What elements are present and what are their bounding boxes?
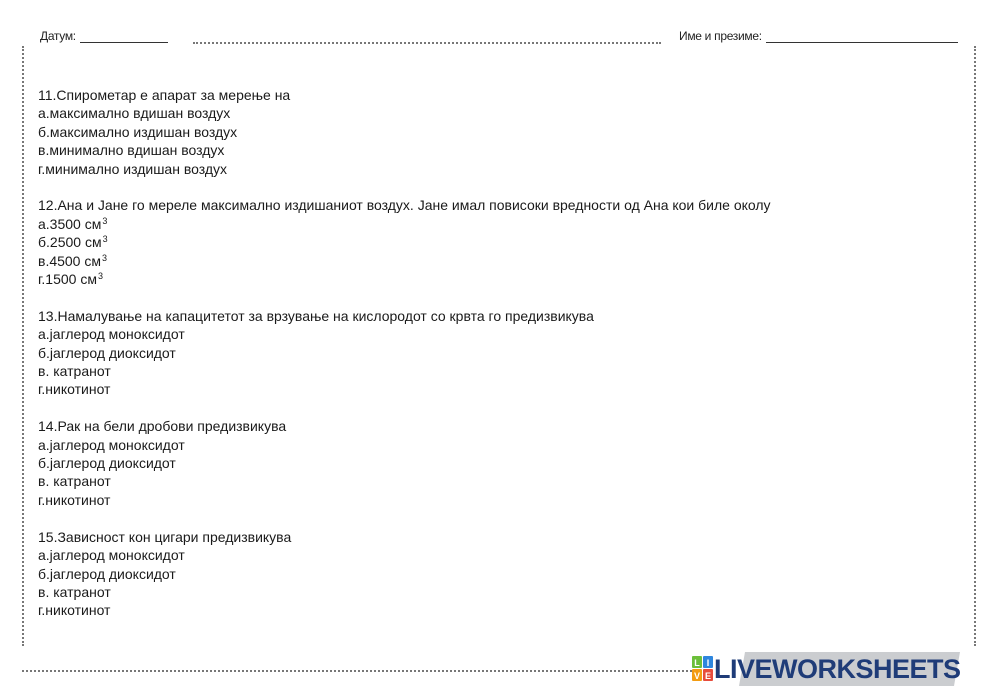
option-b[interactable]: б.јаглерод диоксидот (38, 565, 176, 582)
option-g[interactable]: г.никотинот (38, 602, 111, 619)
option-a[interactable]: а.јаглерод моноксидот (38, 436, 185, 453)
question-11 (38, 86, 938, 178)
option-a[interactable] (38, 215, 938, 233)
cut-line-bottom (22, 670, 692, 672)
cut-line-top (193, 42, 661, 44)
option-g[interactable]: г.никотинот (38, 381, 111, 398)
option-a[interactable]: а.јаглерод моноксидот (38, 326, 185, 343)
option-g[interactable]: г.минимално издишан воздух (38, 160, 228, 177)
question-12 (38, 196, 938, 288)
svg-text:I: I (706, 658, 710, 668)
name-label: Име и презиме: (679, 29, 762, 43)
option-b[interactable]: б.максимално издишан воздух (38, 123, 238, 140)
option-a[interactable]: а.максимално вдишан воздух (38, 105, 231, 122)
unit-superscript: 3 (102, 252, 108, 263)
option-v[interactable]: в. катранот (38, 363, 111, 380)
date-field-line[interactable] (80, 42, 168, 43)
live-blocks-icon (692, 656, 714, 682)
question-15 (38, 528, 938, 620)
question-text: 11.Спирометар е апарат за мерење на (38, 87, 291, 103)
option-a-text: а.3500 см (38, 215, 102, 232)
date-label: Датум: (40, 29, 76, 43)
unit-superscript: 3 (97, 271, 103, 282)
question-text: 12.Ана и Јане го мереле максимално издишаниот воздух. Јане имал повисоки вредности од Ана кои биле околу (38, 197, 771, 214)
question-14 (38, 417, 938, 509)
svg-text:V: V (693, 671, 701, 681)
name-field-line[interactable] (766, 42, 958, 43)
question-text: 14.Рак на бели дробови предизвикува (38, 418, 287, 435)
option-g[interactable]: г.никотинот (38, 491, 111, 508)
question-13 (38, 307, 938, 399)
option-b[interactable]: б.јаглерод диоксидот (38, 344, 176, 361)
cut-line-right (974, 46, 976, 646)
liveworksheets-logo[interactable] (692, 652, 992, 686)
option-g[interactable] (38, 270, 938, 288)
option-b[interactable] (38, 233, 938, 251)
logo-text: LIVEWORKSHEETS (714, 654, 961, 684)
option-a[interactable]: а.јаглерод моноксидот (38, 547, 185, 564)
option-b-text: б.2500 см (38, 234, 102, 251)
svg-text:L: L (694, 658, 700, 668)
option-v[interactable]: в.минимално вдишан воздух (38, 142, 225, 159)
option-v[interactable] (38, 252, 938, 270)
unit-superscript: 3 (102, 234, 108, 245)
option-v-text: в.4500 см (38, 252, 101, 269)
option-v[interactable]: в. катранот (38, 473, 111, 490)
question-text: 13.Намалување на капацитетот за врзување на кислородот со крвта го предизвикува (38, 307, 594, 324)
unit-superscript: 3 (102, 215, 108, 226)
svg-text:E: E (704, 671, 712, 681)
option-b[interactable]: б.јаглерод диоксидот (38, 455, 176, 472)
question-text: 15.Зависност кон цигари предизвикува (38, 528, 292, 545)
worksheet-content (38, 86, 938, 638)
cut-line-left (22, 46, 24, 646)
option-v[interactable]: в. катранот (38, 583, 111, 600)
option-g-text: г.1500 см (38, 271, 97, 288)
